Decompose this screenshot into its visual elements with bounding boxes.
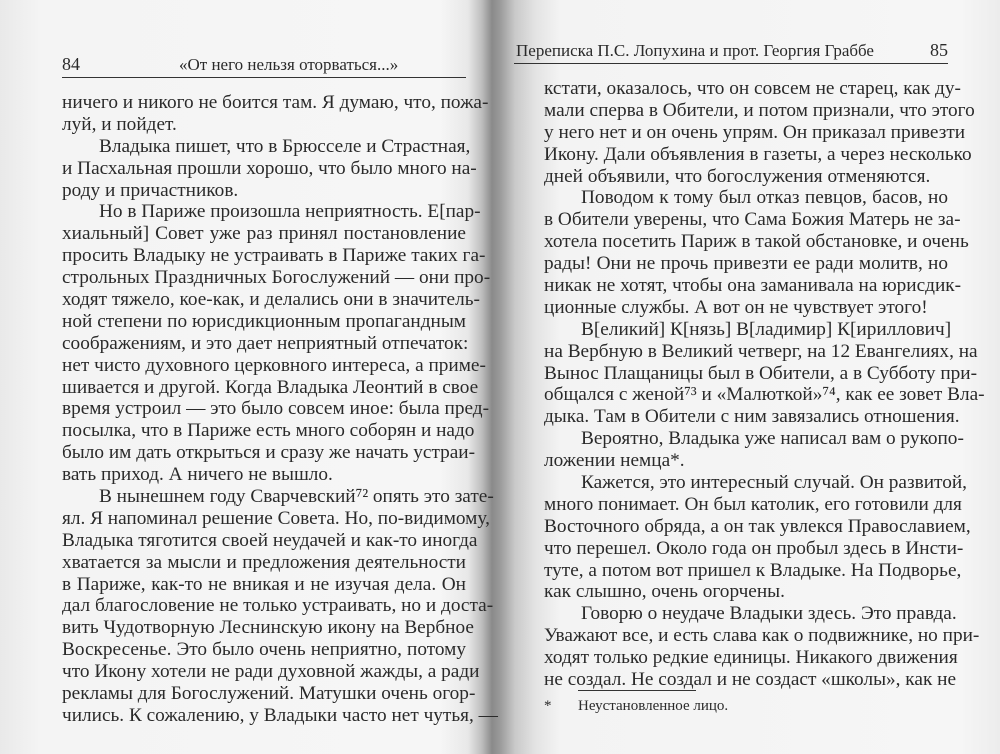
text-line: просить Владыку не устраивать в Париже таких га- bbox=[62, 245, 486, 267]
text-line: посылка, что в Париже есть много соборян и надо bbox=[62, 420, 475, 442]
text-line: и Пасхальная прошли хорошо, что было много на- bbox=[62, 157, 477, 179]
page-number: 85 bbox=[930, 40, 948, 60]
text-line: В[еликий] К[нязь] В[ладимир] К[ириллович] bbox=[581, 318, 952, 340]
text-line: шивается и другой. Когда Владыка Леонтий в свое bbox=[62, 376, 479, 398]
page-header bbox=[516, 40, 948, 60]
text-line: Восточного обряда, а он так увлекся Православием, bbox=[544, 515, 971, 537]
text-line: ходят только редкие единицы. Никакого движения bbox=[544, 647, 958, 669]
footnote-text: Неустановленное лицо. bbox=[578, 698, 729, 714]
text-line: время устроил — это было совсем иное: была пред- bbox=[62, 398, 490, 420]
text-line: что перешел. Около года он пробыл здесь в Инсти- bbox=[544, 537, 964, 559]
text-line: не создал. Не создал и не создаст «школы», как не bbox=[544, 669, 957, 691]
text-line: Уважают все, и есть слава как о подвижнике, но при- bbox=[544, 625, 980, 647]
text-line: было им дать открыться и сразу же начать устраи- bbox=[62, 442, 476, 464]
header-rule bbox=[514, 63, 948, 64]
footnote bbox=[544, 698, 728, 715]
text-line: Говорю о неудаче Владыки здесь. Это правда. bbox=[581, 603, 957, 625]
text-line: хватается за мысли и предложения деятельности bbox=[62, 551, 466, 573]
text-line: в Париже, как-то не вникая и не изучая дела. Он bbox=[62, 573, 466, 595]
text-line: ходят тяжело, кое-как, и делались они в значитель- bbox=[62, 289, 480, 311]
right-page bbox=[516, 40, 985, 714]
text-line: рады! Они не прочь привезти ее ради молитв, но bbox=[544, 253, 948, 275]
text-line: роду и причастников. bbox=[62, 179, 239, 201]
text-line: в Обители уверены, что Сама Божия Матерь не за- bbox=[544, 209, 961, 231]
text-line: мали сперва в Обители, и потом признали, что этого bbox=[544, 99, 975, 121]
text-line: у него нет и он очень упрям. Он приказал привезти bbox=[544, 121, 966, 143]
text-line: ционные службы. А вот он не чувствует этого! bbox=[544, 296, 928, 318]
text-line: как слышно, очень огорчены. bbox=[544, 581, 785, 603]
left-page bbox=[62, 54, 498, 727]
text-line: соображениям, и это дает неприятный отпечаток: bbox=[62, 332, 469, 354]
page-body bbox=[544, 78, 985, 691]
text-line: Кажется, это интересный случай. Он развитой, bbox=[581, 472, 967, 494]
text-line: Владыка тяготится своей неудачей и как-то иногда bbox=[62, 529, 478, 551]
text-line: ной степени по юрисдикционным пропагандным bbox=[62, 310, 466, 332]
text-line: рекламы для Богослужений. Матушки очень огор- bbox=[62, 683, 476, 705]
page-body bbox=[62, 92, 498, 727]
text-line: хотела посетить Париж в такой обстановке, и очень bbox=[544, 231, 969, 253]
page-header bbox=[62, 54, 466, 74]
text-line: Икону. Дали объявления в газеты, а через несколько bbox=[544, 143, 972, 165]
text-line: много понимает. Он был католик, его готовили для bbox=[544, 493, 962, 515]
text-line: кстати, оказалось, что он совсем не старец, как ду- bbox=[544, 78, 961, 99]
text-line: Владыка пишет, что в Брюсселе и Страстная, bbox=[99, 135, 471, 157]
text-line: ял. Я напоминал решение Совета. Но, по-видимому, bbox=[62, 507, 490, 529]
text-line: Вероятно, Владыка уже написал вам о рукопо- bbox=[581, 428, 964, 450]
text-line: ничего и никого не боится там. Я думаю, что, пожа- bbox=[62, 92, 489, 113]
text-line: Вынос Плащаницы был в Обители, а в Субботу при- bbox=[544, 362, 978, 384]
text-line: Поводом к тому был отказ певцов, басов, но bbox=[581, 187, 948, 209]
text-line: ложении немца*. bbox=[544, 450, 685, 472]
text-line: Но в Париже произошла неприятность. Е[пар- bbox=[99, 201, 481, 223]
text-line: вить Чудотворную Леснинскую икону на Вербное bbox=[62, 617, 474, 639]
text-line: Воскресенье. Это было очень неприятно, потому bbox=[62, 639, 466, 661]
text-line: общался с женой⁷³ и «Малюткой»⁷⁴, как ее зовет Вла- bbox=[544, 384, 985, 406]
text-line: вать приход. А ничего не вышло. bbox=[62, 464, 333, 486]
running-title: Переписка П.С. Лопухина и прот. Георгия Граббе bbox=[516, 41, 874, 60]
text-line: дал благословение не только устраивать, но и доста- bbox=[62, 595, 494, 617]
page-number: 84 bbox=[62, 54, 80, 74]
text-line: хиальный] Совет уже раз принял постановление bbox=[62, 223, 466, 245]
text-line: луй, и пойдет. bbox=[62, 113, 177, 135]
text-line: нет чисто духовного церковного интереса, а приме- bbox=[62, 354, 486, 376]
running-title: «От него нельзя оторваться...» bbox=[179, 55, 399, 74]
text-line: дней объявили, что богослужения отменяются. bbox=[544, 165, 931, 187]
text-line: В нынешнем году Сварчевский⁷² опять это зате- bbox=[99, 486, 494, 508]
text-line: на Вербную в Великий четверг, на 12 Евангелиях, на bbox=[544, 340, 978, 362]
footnote-rule bbox=[578, 690, 696, 691]
text-line: чились. К сожалению, у Владыки часто нет чутья, — bbox=[62, 704, 498, 726]
text-line: строльных Праздничных Богослужений — они про- bbox=[62, 267, 491, 289]
text-line: дыка. Там в Обители с ним завязались отношения. bbox=[544, 406, 960, 428]
text-line: что Икону хотели не ради духовной жажды, а ради bbox=[62, 661, 480, 683]
header-rule bbox=[62, 77, 466, 78]
text-line: туте, а потом вот пришел к Владыке. На Подворье, bbox=[544, 559, 962, 581]
footnote-mark: * bbox=[544, 698, 552, 714]
text-line: никак не хотят, чтобы она заманивала на юрисдик- bbox=[544, 275, 962, 297]
